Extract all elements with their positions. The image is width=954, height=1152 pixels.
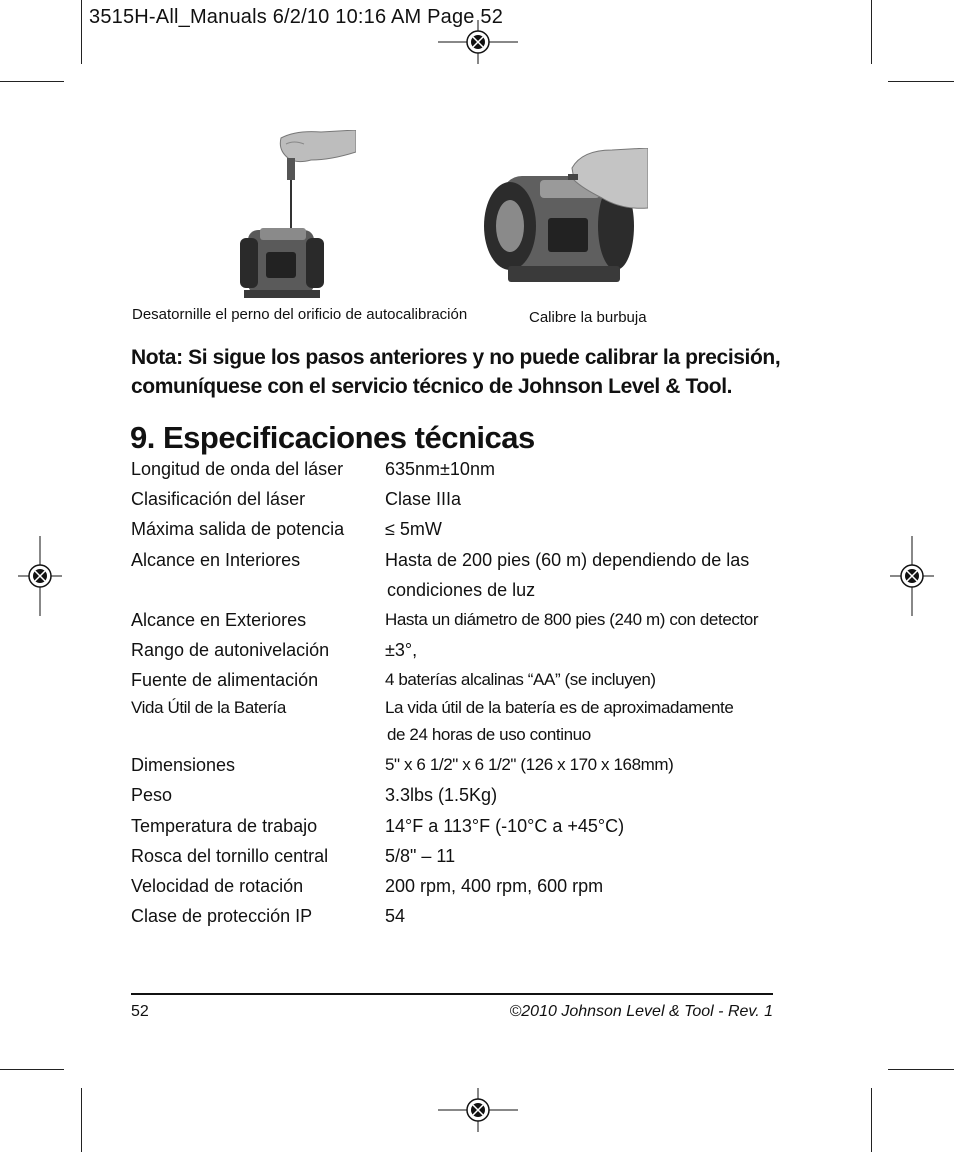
spec-value: ±3°, — [385, 640, 418, 660]
spec-value: Clase IIIa — [385, 489, 462, 509]
caption-calibrate-bubble: Calibre la burbuja — [529, 309, 647, 326]
registration-mark-right-icon — [890, 536, 934, 616]
spec-value: 635nm±10nm — [385, 459, 495, 479]
spec-value: 4 baterías alcalinas “AA” (se incluyen) — [385, 670, 656, 689]
registration-mark-left-icon — [18, 536, 62, 616]
spec-label: Peso — [131, 785, 173, 805]
spec-label: Alcance en Interiores — [131, 550, 301, 570]
spec-value: 3.3lbs (1.5Kg) — [385, 785, 498, 805]
crop-mark-bottom-right-v — [871, 1088, 872, 1152]
spec-value: 5" x 6 1/2" x 6 1/2" (126 x 170 x 168mm) — [385, 755, 674, 774]
registration-mark-bottom-icon — [438, 1088, 518, 1132]
spec-label: Velocidad de rotación — [131, 876, 304, 896]
spec-value: La vida útil de la batería es de aproximadamente — [385, 698, 734, 717]
caption-unscrew-bolt: Desatornille el perno del orificio de autocalibración — [132, 306, 468, 323]
spec-value-continued: condiciones de luz — [387, 580, 536, 600]
spec-label: Temperatura de trabajo — [131, 816, 318, 836]
spec-value: Hasta de 200 pies (60 m) dependiendo de las — [385, 550, 750, 570]
spec-value: ≤ 5mW — [385, 519, 442, 539]
spec-label: Clase de protección IP — [131, 906, 313, 926]
crop-mark-top-left-v — [81, 0, 82, 64]
crop-mark-top-left-h — [0, 81, 64, 82]
spec-label: Vida Útil de la Batería — [131, 698, 286, 717]
spec-label: Clasificación del láser — [131, 489, 306, 509]
photo-unscrew-calibration-bolt — [236, 130, 356, 300]
spec-value: 54 — [385, 906, 406, 926]
crop-mark-bottom-left-h — [0, 1069, 64, 1070]
print-slug: 3515H-All_Manuals 6/2/10 10:16 AM Page 52 — [89, 6, 504, 28]
crop-mark-top-right-h — [888, 81, 954, 82]
spec-label: Máxima salida de potencia — [131, 519, 345, 539]
crop-mark-bottom-left-v — [81, 1088, 82, 1152]
photo-calibrate-bubble — [482, 148, 648, 290]
spec-label: Rosca del tornillo central — [131, 846, 329, 866]
spec-value: 5/8" – 11 — [385, 846, 456, 866]
page-number: 52 — [131, 1003, 149, 1020]
spec-value-continued: de 24 horas de uso continuo — [387, 725, 591, 744]
spec-value: Hasta un diámetro de 800 pies (240 m) con detector — [385, 610, 759, 629]
note-line-2: comuníquese con el servicio técnico de Johnson Level & Tool. — [131, 375, 733, 398]
spec-label: Rango de autonivelación — [131, 640, 330, 660]
spec-label: Longitud de onda del láser — [131, 459, 344, 479]
spec-value: 14°F a 113°F (-10°C a +45°C) — [385, 816, 625, 836]
crop-mark-top-right-v — [871, 0, 872, 64]
footer-rule — [131, 993, 773, 995]
section-title: 9. Especificaciones técnicas — [130, 420, 535, 455]
copyright-notice: ©2010 Johnson Level & Tool - Rev. 1 — [509, 1003, 773, 1020]
spec-label: Dimensiones — [131, 755, 236, 775]
registration-mark-top-icon — [438, 20, 518, 64]
spec-value: 200 rpm, 400 rpm, 600 rpm — [385, 876, 604, 896]
spec-label: Alcance en Exteriores — [131, 610, 307, 630]
note-line-1: Nota: Si sigue los pasos anteriores y no puede calibrar la precisión, — [131, 346, 781, 369]
calibration-note — [131, 343, 791, 401]
crop-mark-bottom-right-h — [888, 1069, 954, 1070]
spec-label: Fuente de alimentación — [131, 670, 319, 690]
